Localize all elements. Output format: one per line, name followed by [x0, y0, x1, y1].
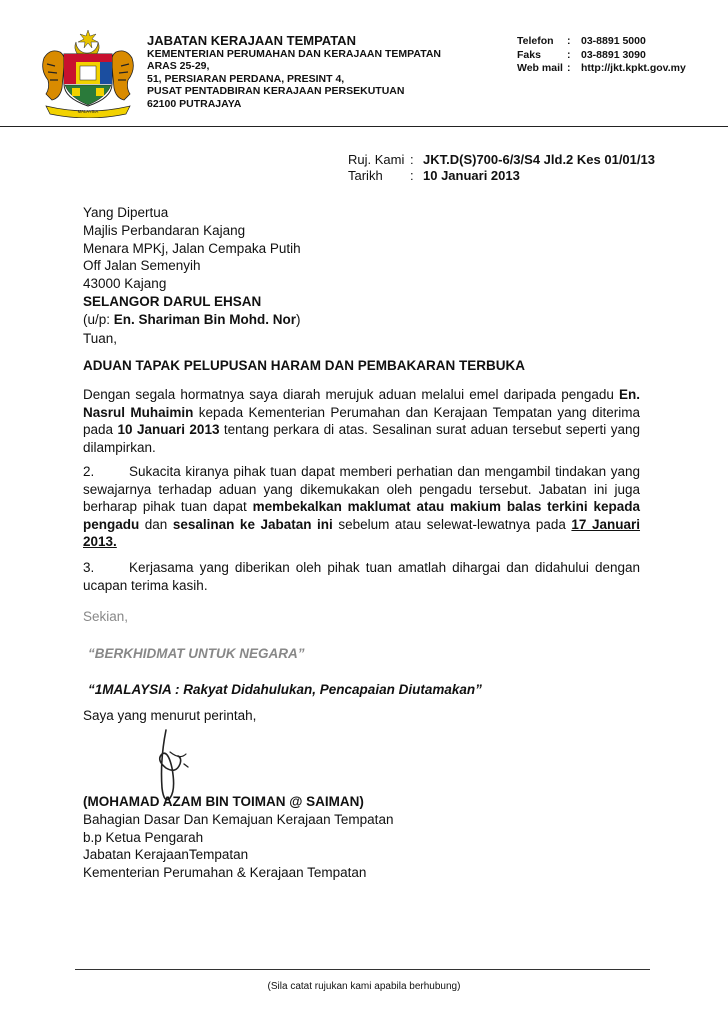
contact-value: 03-8891 3090	[581, 48, 646, 61]
paragraph-text: Kerjasama yang diberikan oleh pihak tuan amatlah dihargai dan didahului dengan ucapan terima kasih.	[83, 560, 640, 593]
agency-address-line: 62100 PUTRAJAYA	[147, 97, 242, 110]
addressee-line: Yang Dipertua	[83, 205, 169, 220]
agency-address-line: PUSAT PENTADBIRAN KERAJAAN PERSEKUTUAN	[147, 85, 405, 98]
attention-prefix: (u/p:	[83, 311, 114, 327]
date-row	[348, 168, 655, 184]
signatory-block	[83, 793, 393, 882]
paragraph-text: tentang perkara di atas. Sesalinan surat aduan tersebut seperti yang dilampirkan.	[83, 422, 640, 455]
signatory-name: (MOHAMAD AZAM BIN TOIMAN @ SAIMAN)	[83, 794, 364, 809]
header-divider	[0, 126, 728, 127]
contact-value: 03-8891 5000	[581, 35, 646, 47]
agency-name: JABATAN KERAJAAN TEMPATAN	[147, 33, 356, 48]
agency-address-line: KEMENTERIAN PERUMAHAN DAN KERAJAAN TEMPATAN	[147, 48, 441, 60]
contact-separator: :	[567, 48, 571, 61]
reference-number-row	[348, 152, 655, 168]
attention-line	[83, 311, 301, 329]
paragraph-2	[83, 463, 640, 551]
letter-date: 10 Januari 2013	[423, 168, 520, 183]
motto-1malaysia: “1MALAYSIA : Rakyat Didahulukan, Pencapaian Diutamakan”	[88, 682, 482, 697]
contact-faks	[517, 49, 686, 63]
date-separator: :	[410, 168, 414, 183]
contact-block	[517, 35, 686, 76]
contact-separator: :	[567, 35, 571, 47]
reference-block	[348, 152, 655, 184]
signatory-line: Bahagian Dasar Dan Kemajuan Kerajaan Tempatan	[83, 811, 394, 827]
agency-address-block	[147, 33, 441, 110]
reference-separator: :	[410, 152, 414, 167]
salutation: Tuan,	[83, 331, 118, 346]
agency-address-line: ARAS 25-29,	[147, 60, 210, 73]
sign-off-sekian: Sekian,	[83, 609, 129, 624]
paragraph-emphasis: sesalinan ke Jabatan ini	[172, 516, 333, 532]
signatory-line: Kementerian Perumahan & Kerajaan Tempatan	[83, 865, 367, 881]
attention-suffix: )	[296, 311, 301, 327]
paragraph-text: Dengan segala hormatnya saya diarah merujuk aduan melalui emel daripada pengadu	[83, 387, 619, 402]
contact-webmail	[517, 62, 686, 76]
addressee-line: 43000 Kajang	[83, 276, 167, 292]
reference-number: JKT.D(S)700-6/3/S4 Jld.2 Kes 01/01/13	[423, 152, 655, 167]
received-date: 10 Januari 2013	[117, 422, 220, 438]
date-label: Tarikh	[348, 168, 383, 183]
motto-berkhidmat: “BERKHIDMAT UNTUK NEGARA”	[88, 646, 305, 661]
paragraph-text: dan	[139, 516, 173, 532]
paragraph-number: 2.	[83, 464, 95, 479]
letter-subject: ADUAN TAPAK PELUPUSAN HARAM DAN PEMBAKARAN TERBUKA	[83, 358, 525, 373]
svg-text:MALAYSIA: MALAYSIA	[77, 109, 99, 114]
addressee-block	[83, 204, 301, 329]
malaysia-coat-of-arms-logo	[38, 28, 138, 118]
signatory-line: b.p Ketua Pengarah	[83, 829, 204, 845]
paragraph-number: 3.	[83, 560, 95, 575]
paragraph-text: kepada Kementerian Perumahan dan Kerajaan Tempatan yang diterima pada	[83, 404, 641, 438]
paragraph-text: Sukacita kiranya pihak tuan dapat memberi perhatian dan mengambil tindakan yang sewajarnya terhadap aduan yang dikemukakan oleh pengadu tersebut. Jabatan ini juga berharap pihak tuan dapat	[83, 464, 640, 515]
addressee-line: Majlis Perbandaran Kajang	[83, 222, 246, 238]
reference-label: Ruj. Kami	[348, 152, 405, 167]
footer-note: (Sila catat rujukan kami apabila berhubung)	[267, 981, 461, 992]
attention-name: En. Shariman Bin Mohd. Nor	[113, 311, 297, 327]
addressee-line: Off Jalan Semenyih	[83, 258, 201, 274]
signatory-line: Jabatan KerajaanTempatan	[83, 847, 249, 863]
contact-label: Web mail	[517, 62, 563, 74]
paragraph-3	[83, 559, 640, 594]
paragraph-1	[83, 386, 640, 456]
agency-address-line: 51, PERSIARAN PERDANA, PRESINT 4,	[147, 72, 345, 85]
footer-divider	[75, 969, 650, 970]
addressee-state: SELANGOR DARUL EHSAN	[83, 293, 262, 309]
closing-line: Saya yang menurut perintah,	[83, 708, 257, 723]
complainant-name: En. Nasrul Muhaimin	[83, 387, 640, 420]
deadline-date: 17 Januari 2013.	[83, 516, 641, 550]
contact-telefon	[517, 35, 686, 49]
contact-label: Telefon	[517, 35, 554, 47]
paragraph-text: sebelum atau selewat-lewatnya pada	[332, 516, 572, 532]
contact-separator: :	[567, 62, 571, 74]
addressee-line: Menara MPKj, Jalan Cempaka Putih	[83, 240, 301, 256]
contact-value: http://jkt.kpkt.gov.my	[581, 62, 686, 74]
contact-label: Faks	[517, 48, 541, 61]
paragraph-emphasis: membekalkan maklumat atau makium balas terkini kepada pengadu	[83, 499, 640, 532]
